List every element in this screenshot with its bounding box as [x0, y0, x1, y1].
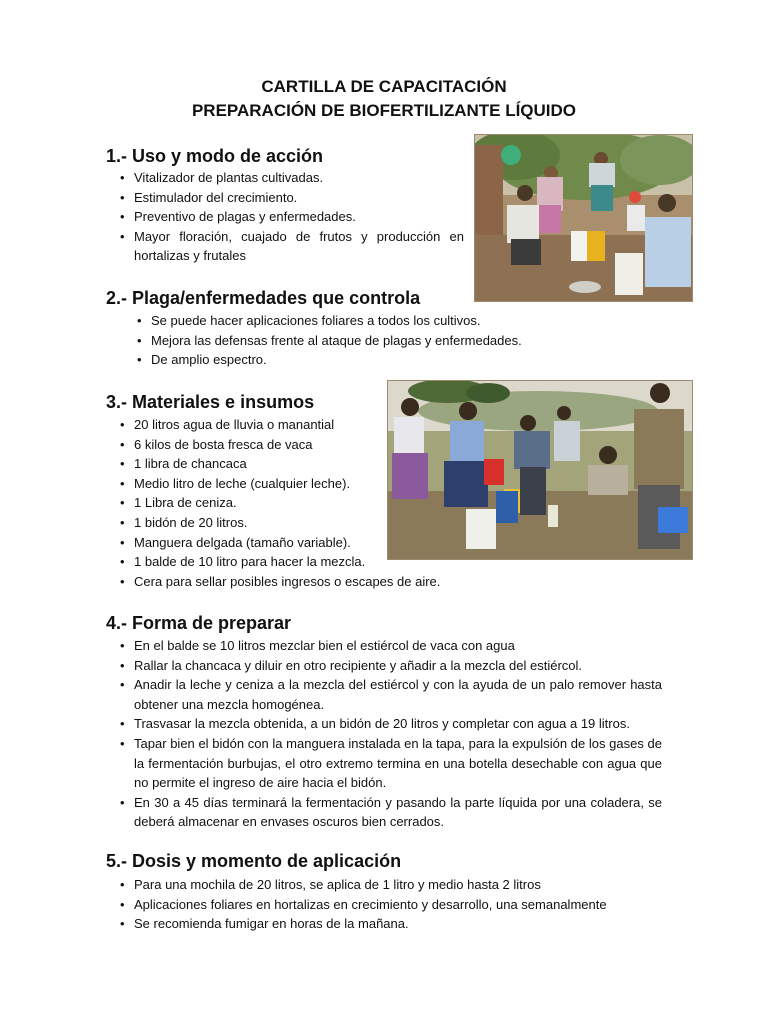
photo-illustration [388, 381, 692, 559]
list-item: • Se puede hacer aplicaciones foliares a todos los cultivos. [137, 311, 697, 331]
list-item: • Vitalizador de plantas cultivadas. [120, 168, 464, 188]
document-title: CARTILLA DE CAPACITACIÓN [261, 77, 507, 96]
list-item: • 1 libra de chancaca [120, 454, 680, 474]
list-item: • Tapar bien el bidón con la manguera instalada en la tapa, para la expulsión de los gases de la fermentación burbujas, el otro extremo termina en una botella desechable con agua que no permite el ingreso de aire hacia el bidón. [120, 734, 662, 793]
list-item: • Trasvasar la mezcla obtenida, a un bidón de 20 litros y completar con agua a 19 litros. [120, 714, 662, 734]
section-2-list [137, 311, 697, 370]
list-item: • Se recomienda fumigar en horas de la mañana. [120, 914, 680, 934]
section-3-heading: 3.- Materiales e insumos [106, 392, 315, 412]
list-item: • Estimulador del crecimiento. [120, 188, 464, 208]
list-item: • Anadir la leche y ceniza a la mezcla del estiércol y con la ayuda de un palo remover hasta obtener una mezcla homogénea. [120, 675, 662, 714]
list-item: • En 30 a 45 días terminará la fermentación y pasando la parte líquida por una coladera, se deberá almacenar en envases oscuros bien cerrados. [120, 793, 662, 832]
list-item: • Mayor floración, cuajado de frutos y producción en hortalizas y frutales [120, 227, 464, 266]
list-item: • Para una mochila de 20 litros, se aplica de 1 litro y medio hasta 2 litros [120, 875, 680, 895]
list-item: • 1 bidón de 20 litros. [120, 513, 680, 533]
list-item: • 6 kilos de bosta fresca de vaca [120, 435, 680, 455]
section-4-heading: 4.- Forma de preparar [106, 613, 292, 633]
list-item: • Manguera delgada (tamaño variable). [120, 533, 680, 553]
section-5-heading: 5.- Dosis y momento de aplicación [106, 851, 402, 871]
list-item: • Aplicaciones foliares en hortalizas en crecimiento y desarrollo, una semanalmente [120, 895, 680, 915]
document-subtitle: PREPARACIÓN DE BIOFERTILIZANTE LÍQUIDO [191, 101, 577, 120]
list-item: • Preventivo de plagas y enfermedades. [120, 207, 464, 227]
list-item: • En el balde se 10 litros mezclar bien el estiércol de vaca con agua [120, 636, 662, 656]
section-2-heading: 2.- Plaga/enfermedades que controla [106, 288, 421, 308]
photo-illustration [475, 135, 692, 301]
section-1-heading: 1.- Uso y modo de acción [106, 146, 324, 166]
photo-group-with-buckets [474, 134, 693, 302]
list-item: • Medio litro de leche (cualquier leche). [120, 474, 680, 494]
list-item: • 20 litros agua de lluvia o manantial [120, 415, 680, 435]
list-item: • Cera para sellar posibles ingresos o escapes de aire. [120, 572, 680, 592]
list-item: • Rallar la chancaca y diluir en otro recipiente y añadir a la mezcla del estiércol. [120, 656, 662, 676]
list-item: • 1 Libra de ceniza. [120, 493, 680, 513]
section-4-list [120, 636, 662, 832]
list-item: • De amplio espectro. [137, 350, 697, 370]
list-item: • 1 balde de 10 litro para hacer la mezcla. [120, 552, 680, 572]
photo-preparation-outdoors [387, 380, 693, 560]
section-1-list [120, 168, 464, 266]
section-5-list [120, 875, 680, 934]
list-item: • Mejora las defensas frente al ataque de plagas y enfermedades. [137, 331, 697, 351]
